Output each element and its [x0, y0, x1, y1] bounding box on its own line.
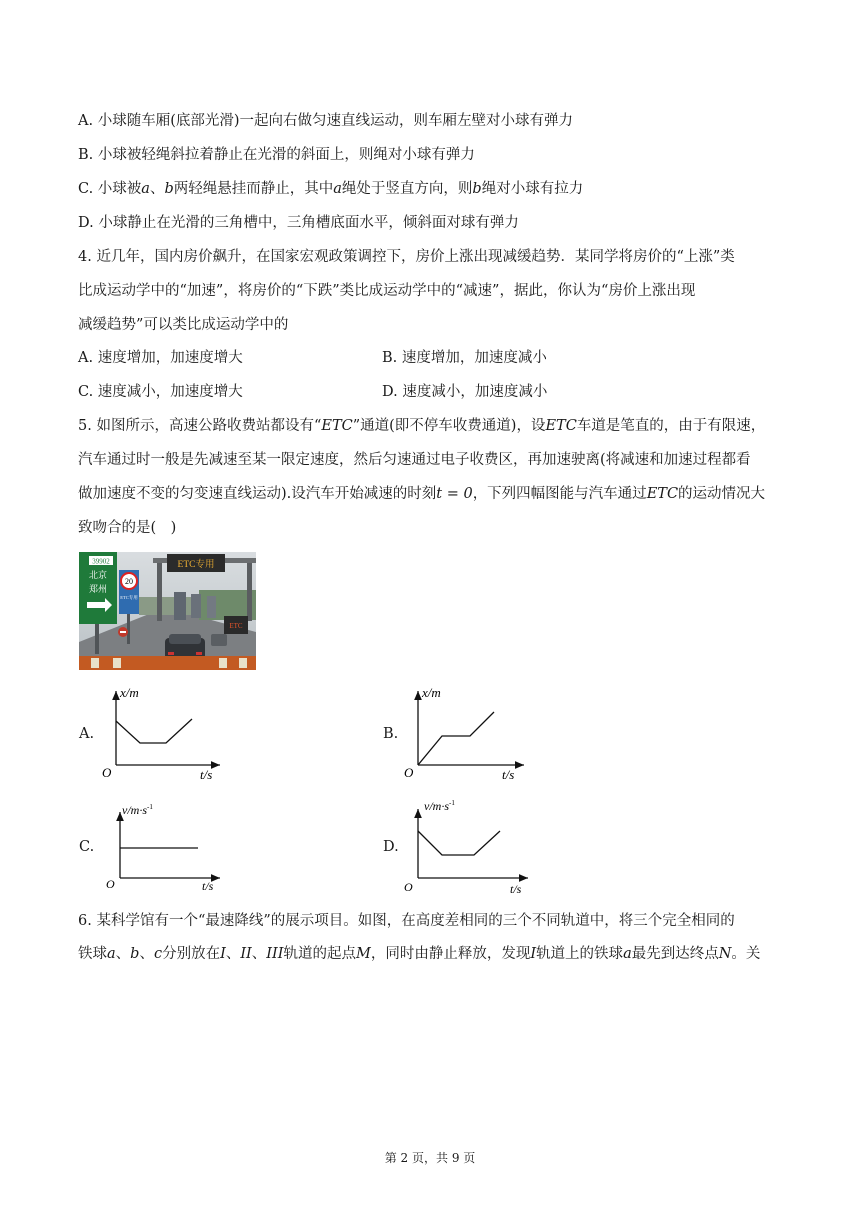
sign-city-1: 北京 — [88, 570, 108, 580]
graph-b-ylabel: x/m — [422, 685, 441, 700]
q4-stem-line-2: 比成运动学中的“加速”，将房价的“下跌”类比成运动学中的“减速”，据此，你认为“房价上涨出现 — [78, 283, 696, 299]
graph-d-letter: D. — [383, 839, 399, 855]
graph-a-origin: O — [102, 765, 112, 780]
q4-option-b: B. 速度增加，加速度减小 — [382, 350, 547, 366]
q4-stem-line-1: 4. 近几年，国内房价飙升，在国家宏观政策调控下，房价上涨出现减缓趋势．某同学将房价的“上涨”类 — [78, 249, 735, 265]
etc-toll-photo — [79, 552, 256, 670]
q5-stem-line-1: 5. 如图所示，高速公路收费站都设有“ETC”通道(即不停车收费通道)，设ETC车道是笔直的，由于有限速， — [78, 418, 766, 434]
graph-d-xlabel: t/s — [510, 882, 522, 896]
graph-a-xt[interactable] — [96, 685, 226, 785]
sign-number: 39902 — [92, 557, 110, 566]
q3-option-b: B. 小球被轻绳斜拉着静止在光滑的斜面上，则绳对小球有弹力 — [78, 147, 475, 163]
graph-b-letter: B. — [383, 726, 399, 742]
q4-stem-line-3: 减缓趋势”可以类比成运动学中的 — [78, 317, 289, 333]
graph-d-ylabel: $v/m\cdot s^{-1}$ — [424, 799, 455, 813]
speed-limit-value: 20 — [125, 577, 133, 586]
graph-d-vt[interactable] — [400, 795, 535, 897]
page-footer: 第 2 页，共 9 页 — [384, 1151, 476, 1165]
graph-c-xlabel: t/s — [202, 879, 214, 893]
q5-stem-line-2: 汽车通过时一般是先减速至某一限定速度，然后匀速通过电子收费区，再加速驶离(将减速和加速过程都看 — [78, 452, 751, 468]
lane-led-sign: ETC — [229, 622, 243, 630]
graph-b-xlabel: t/s — [502, 767, 515, 782]
graph-a-xlabel: t/s — [200, 767, 213, 782]
q4-option-a: A. 速度增加，加速度增大 — [78, 350, 243, 366]
q4-option-c: C. 速度减小，加速度增大 — [78, 384, 243, 400]
graph-d-curve — [418, 831, 500, 855]
graph-a-curve — [116, 719, 192, 743]
graph-b-origin: O — [404, 765, 414, 780]
q3-option-c: C. 小球被a、b两轻绳悬挂而静止，其中a绳处于竖直方向，则b绳对小球有拉力 — [78, 181, 584, 197]
q3-option-a: A. 小球随车厢(底部光滑)一起向右做匀速直线运动，则车厢左壁对小球有弹力 — [78, 113, 574, 129]
graph-b-curve — [418, 712, 494, 765]
graph-c-origin: O — [106, 877, 115, 891]
sign-city-2: 郑州 — [88, 584, 108, 594]
gantry-text: ETC专用 — [177, 560, 215, 570]
q6-stem-line-2: 铁球a、b、c分别放在I、II、III轨道的起点M，同时由静止释放，发现I轨道上的铁球a最先到达终点N。关 — [78, 946, 761, 962]
q5-stem-line-4: 致吻合的是( ) — [78, 520, 177, 536]
q4-option-d: D. 速度减小，加速度减小 — [382, 384, 548, 400]
graph-b-xt[interactable] — [400, 685, 530, 785]
graph-a-letter: A. — [79, 726, 95, 742]
q6-stem-line-1: 6. 某科学馆有一个“最速降线”的展示项目。如图，在高度差相同的三个不同轨道中，将三个完全相同的 — [78, 913, 735, 929]
graph-d-origin: O — [404, 880, 413, 894]
graph-c-letter: C. — [79, 839, 95, 855]
graph-a-ylabel: x/m — [120, 685, 139, 700]
q3-option-d: D. 小球静止在光滑的三角槽中，三角槽底面水平，倾斜面对球有弹力 — [78, 215, 519, 231]
graph-c-ylabel: $v/m\cdot s^{-1}$ — [122, 803, 153, 817]
q5-stem-line-3: 做加速度不变的匀变速直线运动).设汽车开始减速的时刻t = 0，下列四幅图能与汽车通过ETC的运动情况大 — [78, 486, 766, 502]
small-etc-sign: ETC专用 — [120, 595, 138, 600]
graph-c-vt[interactable] — [100, 798, 230, 898]
